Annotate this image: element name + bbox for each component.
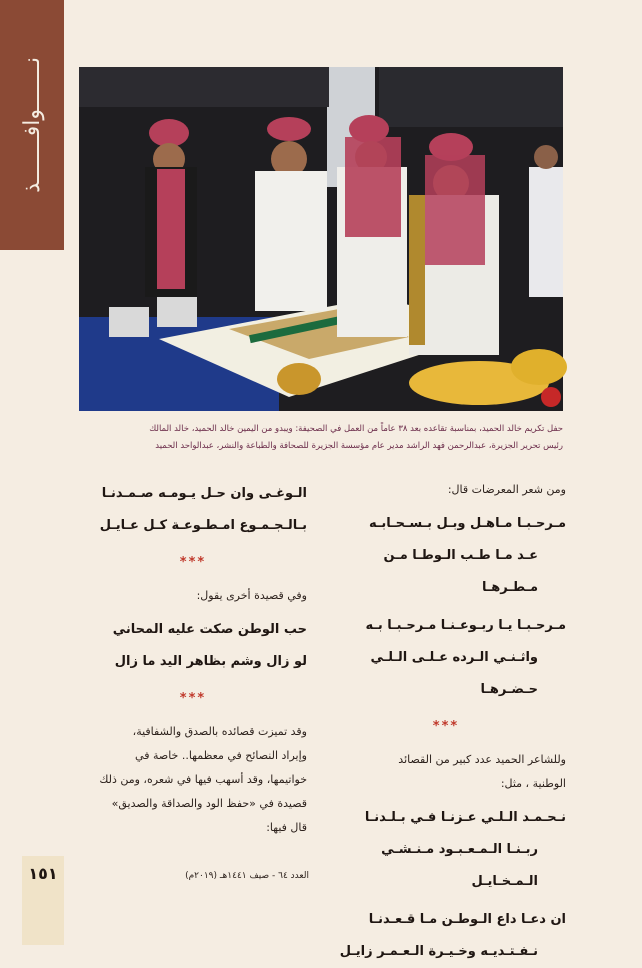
section-label: نـــــــوافـــــــذ [19,57,45,193]
separator-stars: *** [179,555,207,570]
caption-line: حفل تكريم خالد الحميد، بمناسبة تقاعده بعد ٣٨ عاماً من العمل في الصحيفة: ويبدو من اليمين خالد الحميد، خالد المالك [149,424,563,434]
issue-info: العدد ٦٤ - صيف ١٤٤١هـ (٢٠١٩م) [185,871,309,881]
right-column [326,478,566,968]
verse-line: واثـنـي الـرده عـلـى الـلـي حـضـرهـا [370,650,538,697]
verse-line: نـحـمـد الـلـي عـزنـا فـي بـلـدنـا [364,810,566,825]
event-photo [79,67,563,411]
prose-line: قال فيها: [266,821,307,834]
verse-line: مـرحـبـا يـا ربـوعـنـا مـرحـبـا بـه [365,618,566,633]
intro-text: ومن شعر المعرضات قال: [447,483,566,496]
verse-line: حب الوطن صكت عليه المحاني [112,622,307,637]
prose-line: وإيراد النصائح في معظمها.. خاصة في [135,749,307,762]
intro-text: وفي قصيدة أخرى يقول: [196,589,307,602]
verse-line: بـالـجـمـوع امـطـوعـة كـل عـايـل [99,518,307,533]
verse-line: عـد مـا طـب الـوطـا مـن مـطـرهـا [383,548,538,595]
photo-caption [79,421,563,455]
page-number: ١٥١ [28,864,58,883]
prose-line: خواتيمها، وقد أسهب فيها في شعره، ومن ذلك [99,773,307,786]
prose-line: وللشاعر الحميد عدد كبير من القصائد [398,753,566,766]
verse-line: لو زال وشم بظاهر اليد ما زال [114,654,307,669]
prose-line: الوطنية ، مثل: [500,777,566,790]
left-column [79,478,307,840]
prose-line: قصيدة في «حفظ الود والصداقة والصديق» [111,797,307,810]
prose-line: وقد تميزت قصائده بالصدق والشفافية، [132,725,307,738]
verse-line: ربـنـا الـمـعـبـود مـنـشـي الـمـخـايـل [381,842,538,889]
photo-image [79,67,563,411]
separator-stars: *** [179,691,207,706]
section-tab [0,0,64,250]
verse-line: نـفـتـديـه وخـيـرة الـعـمـر زايـل [339,944,538,959]
caption-line: رئيس تحرير الجزيرة، عبدالرحمن فهد الراشد مدير عام مؤسسة الجزيرة للصحافة والطباعة والنشر، عبدالواحد الحميد [155,441,563,451]
verse-line: الـوغـى وان حـل يـومـه صـمـدنـا [101,486,307,501]
verse-line: مـرحـبـا مـاهـل وبـل بـسـحـابـه [369,516,566,531]
separator-stars: *** [432,719,460,734]
verse-line: ان دعـا داع الـوطـن مـا قـعـدنـا [368,912,566,927]
